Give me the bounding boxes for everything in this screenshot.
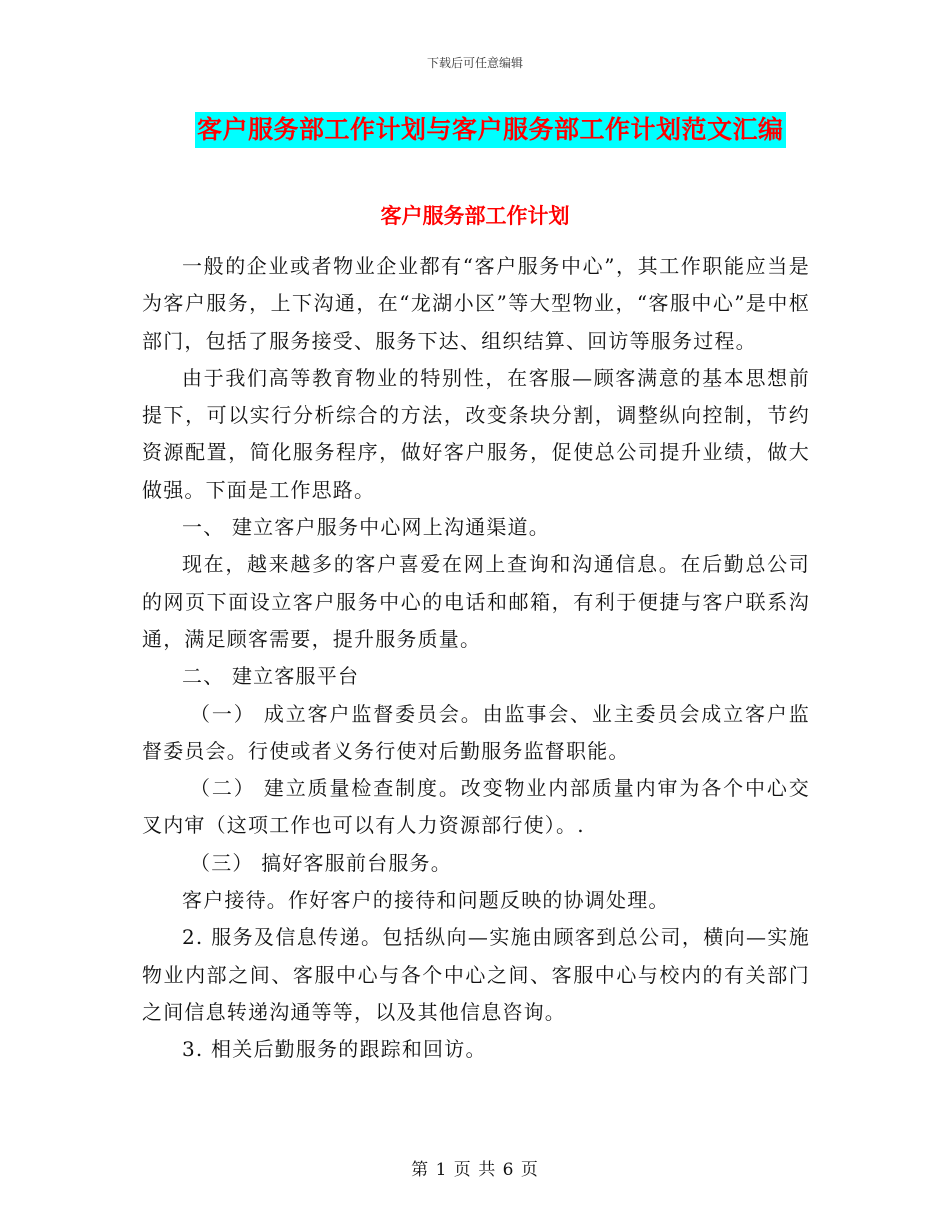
paragraph: 现在，越来越多的客户喜爱在网上查询和沟通信息。在后勤总公司的网页下面设立客户服务中心的电话和邮箱，有利于便捷与客户联系沟通，满足顾客需要，提升服务质量。 [142,552,810,651]
header-note: 下载后可任意编辑 [426,56,523,70]
paragraph: 一般的企业或者物业企业都有“客户服务中心”，其工作职能应当是为客户服务，上下沟通，在“龙湖小区”等大型物业，“客服中心”是中枢部门，包括了服务接受、服务下达、组织结算、回访等服务过程。 [142,254,810,353]
document-body [142,248,810,1069]
page-number: 第 1 页 共 6 页 [411,1160,539,1180]
paragraph: 一、 建立客户服务中心网上沟通渠道。 [182,515,550,540]
paragraph: （二） 建立质量检查制度。改变物业内部质量内审为各个中心交叉内审（这项工作也可以有人力资源部行使）。. [142,776,810,838]
section-title: 客户服务部工作计划 [380,203,570,228]
document-title: 客户服务部工作计划与客户服务部工作计划范文汇编 [195,112,786,148]
paragraph: 二、 建立客服平台 [182,664,360,689]
paragraph: 客户接待。作好客户的接待和问题反映的协调处理。 [182,888,670,913]
paragraph: 由于我们高等教育物业的特别性，在客服—顾客满意的基本思想前提下，可以实行分析综合的方法，改变条块分割，调整纵向控制，节约资源配置，简化服务程序，做好客户服务，促使总公司提升业绩，做大做强。下面是工作思路。 [142,365,810,502]
paragraph: （一） 成立客户监督委员会。由监事会、业主委员会成立客户监督委员会。行使或者义务行使对后勤服务监督职能。 [142,701,810,763]
paragraph: 2. 服务及信息传递。包括纵向—实施由顾客到总公司，横向—实施物业内部之间、客服中心与各个中心之间、客服中心与校内的有关部门之间信息转递沟通等等，以及其他信息咨询。 [142,925,810,1024]
paragraph: 3. 相关后勤服务的跟踪和回访。 [182,1037,487,1062]
paragraph: （三） 搞好客服前台服务。 [190,850,452,875]
